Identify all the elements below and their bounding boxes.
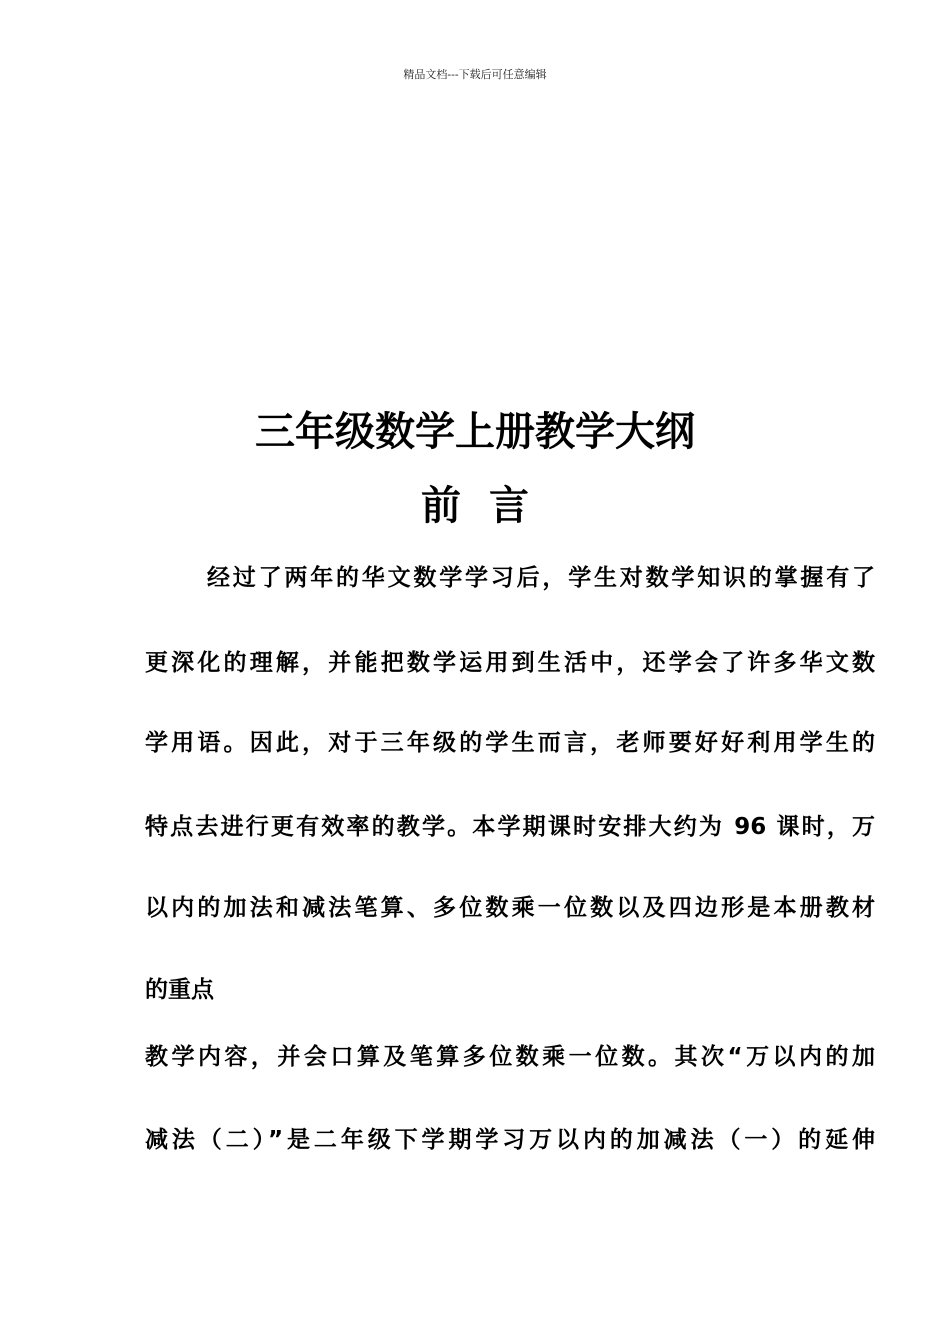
paragraph-line-8: 减法（二）”是二年级下学期学习万以内的加减法（一）的延伸 xyxy=(145,1127,875,1153)
paragraph-line-1: 经过了两年的华文数学学习后，学生对数学知识的掌握有了 xyxy=(207,565,875,591)
document-title: 三年级数学上册教学大纲 xyxy=(255,409,695,455)
paragraph-line-4: 特点去进行更有效率的教学。本学期课时安排大约为 96 课时，万 xyxy=(145,814,875,840)
section-heading-char-1: 前 xyxy=(421,483,461,529)
section-heading-char-2: 言 xyxy=(489,483,529,529)
paragraph-line-2: 更深化的理解，并能把数学运用到生活中，还学会了许多华文数 xyxy=(145,650,875,676)
paragraph-line-6: 的重点 xyxy=(145,977,214,1003)
header-note: 精品文档---下载后可任意编辑 xyxy=(403,68,547,81)
paragraph-line-3: 学用语。因此，对于三年级的学生而言，老师要好好利用学生的 xyxy=(145,730,875,756)
paragraph-line-7: 教学内容，并会口算及笔算多位数乘一位数。其次“万以内的加 xyxy=(145,1044,875,1070)
section-heading xyxy=(0,474,950,531)
paragraph-line-5: 以内的加法和减法笔算、多位数乘一位数以及四边形是本册教材 xyxy=(145,895,875,921)
